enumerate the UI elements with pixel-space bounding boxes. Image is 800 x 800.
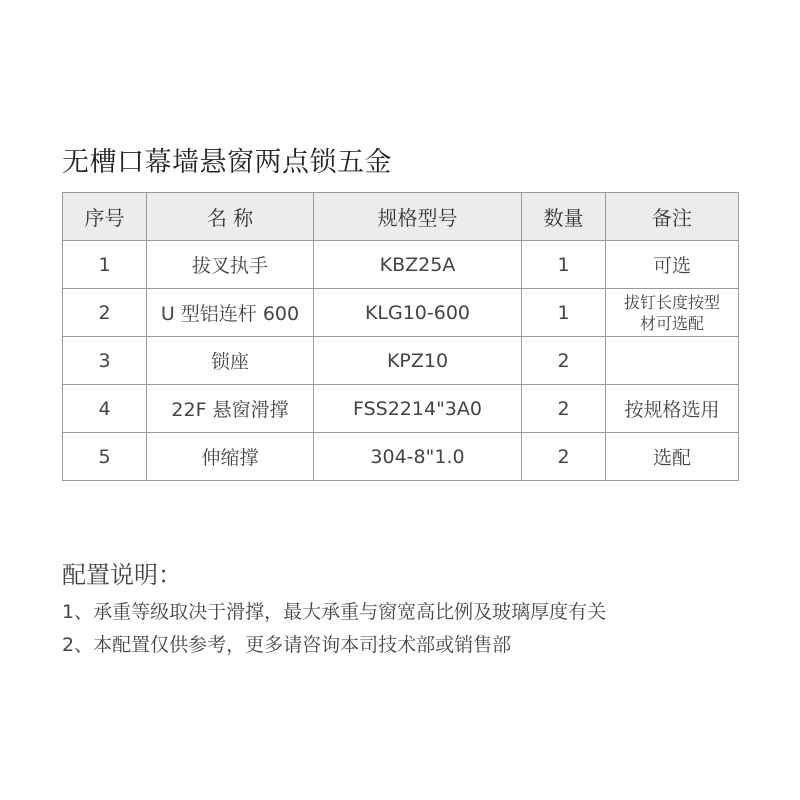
page-title: 无槽口幕墙悬窗两点锁五金 <box>62 147 392 178</box>
cell-index: 4 <box>63 385 147 433</box>
header-name: 名 称 <box>147 193 314 241</box>
cell-quantity: 2 <box>522 385 606 433</box>
table-row <box>63 433 739 481</box>
table-row <box>63 241 739 289</box>
cell-remark <box>606 289 739 337</box>
cell-quantity: 2 <box>522 433 606 481</box>
cell-name: 伸缩撑 <box>147 433 314 481</box>
cell-remark: 按规格选用 <box>606 385 739 433</box>
note-item: 2、本配置仅供参考，更多请咨询本司技术部或销售部 <box>62 634 512 656</box>
cell-model: KBZ25A <box>314 241 522 289</box>
cell-quantity: 1 <box>522 241 606 289</box>
cell-name: 拔叉执手 <box>147 241 314 289</box>
cell-quantity: 2 <box>522 337 606 385</box>
note-item: 1、承重等级取决于滑撑，最大承重与窗宽高比例及玻璃厚度有关 <box>62 601 607 623</box>
cell-index: 1 <box>63 241 147 289</box>
cell-index: 3 <box>63 337 147 385</box>
header-quantity: 数量 <box>522 193 606 241</box>
cell-model: 304-8"1.0 <box>314 433 522 481</box>
cell-name: 22F 悬窗滑撑 <box>147 385 314 433</box>
cell-model: KPZ10 <box>314 337 522 385</box>
cell-remark-text: 拔钉长度按型材可选配 <box>624 292 721 333</box>
cell-index: 5 <box>63 433 147 481</box>
table-row <box>63 289 739 337</box>
header-index: 序号 <box>63 193 147 241</box>
header-model: 规格型号 <box>314 193 522 241</box>
table-header-row <box>63 193 739 241</box>
hardware-spec-table <box>62 192 739 481</box>
cell-index: 2 <box>63 289 147 337</box>
cell-model: FSS2214"3A0 <box>314 385 522 433</box>
table-row <box>63 385 739 433</box>
table-row <box>63 337 739 385</box>
notes-heading: 配置说明： <box>62 561 182 589</box>
cell-quantity: 1 <box>522 289 606 337</box>
cell-remark: 可选 <box>606 241 739 289</box>
header-remark: 备注 <box>606 193 739 241</box>
cell-name: U 型铝连杆 600 <box>147 289 314 337</box>
cell-model: KLG10-600 <box>314 289 522 337</box>
cell-remark: 选配 <box>606 433 739 481</box>
cell-remark <box>606 337 739 385</box>
cell-name: 锁座 <box>147 337 314 385</box>
